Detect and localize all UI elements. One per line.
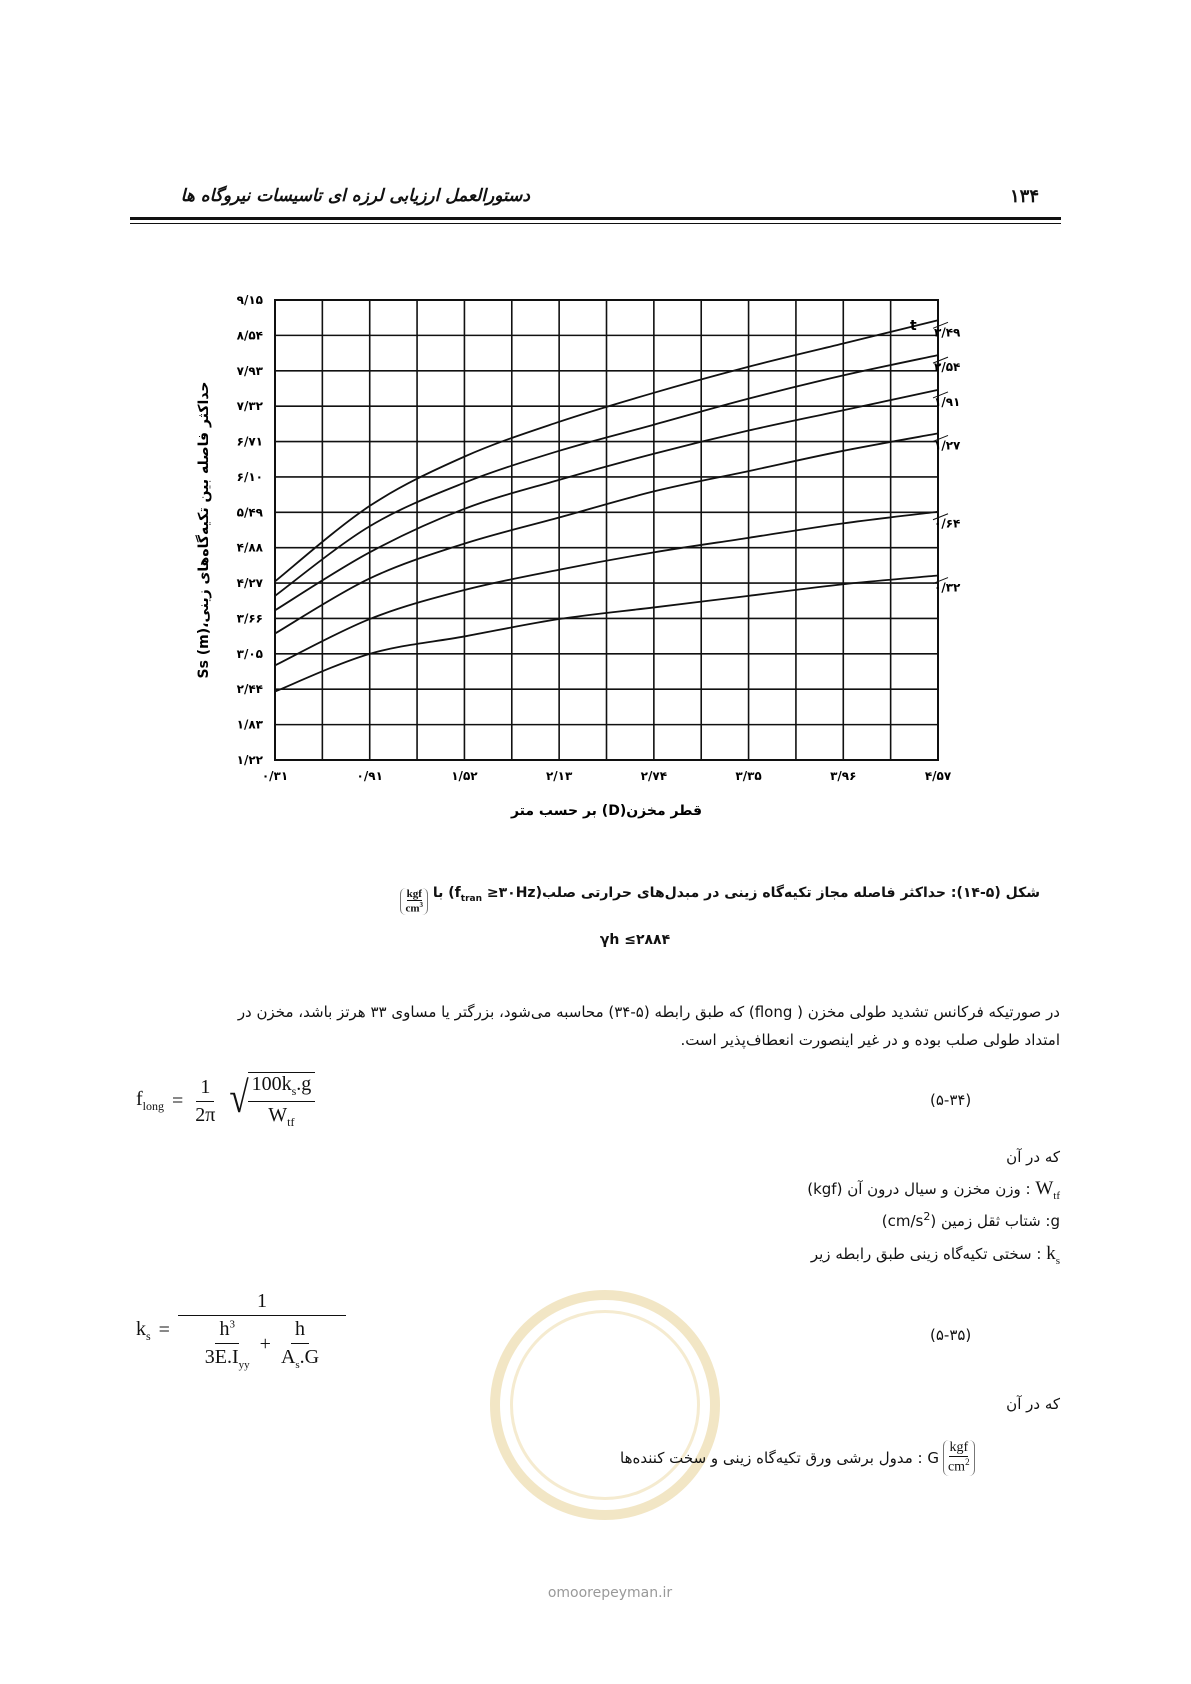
x-tick-label: ۲/۷۴: [640, 769, 668, 783]
figure-caption: [320, 885, 1040, 915]
y-tick-label: ۸/۵۴: [236, 328, 263, 343]
x-tick-label: ۴/۵۷: [924, 769, 952, 783]
x-tick-label: ۰/۳۱: [261, 769, 289, 783]
vars2-g: G : مدول برشی ورق تکیه‌گاه زینی و سخت کننده‌ها $\frac{\text{kgf}}{cm^2}$: [620, 1440, 1060, 1476]
caption-text-a: شکل (۵-۱۴): حداکثر فاصله مجاز تکیه‌گاه زینی در مبدل‌های حرارتی صلب(f: [454, 885, 1040, 901]
legend-title: t: [910, 318, 917, 334]
vars1-g: g: شتاب ثقل زمین $(cm/s^2)$: [881, 1210, 1060, 1230]
caption-sub: tran: [460, 893, 482, 904]
legend-label: ۱/۹۱: [934, 394, 961, 409]
equation-34-label: (۵-۳۴): [930, 1091, 972, 1109]
legend-label: ۱/۲۷: [934, 438, 961, 453]
caption-text-b: ≥۳۰Hz) با: [428, 885, 536, 901]
y-tick-label: ۲/۴۴: [236, 682, 263, 697]
figure-caption-line2: γh ≤۲۸۸۴: [599, 932, 671, 948]
y-tick-label: ۴/۲۷: [236, 576, 263, 591]
legend-label: ۰/۶۴: [934, 516, 961, 531]
header-rule-thick: [130, 217, 1061, 220]
vars2-intro: که در آن: [1006, 1395, 1060, 1413]
vars2-unit: $\frac{\text{kgf}}{cm^2}$: [943, 1440, 975, 1476]
x-tick-label: ۲/۱۳: [545, 769, 573, 783]
x-tick-label: ۱/۵۲: [451, 769, 478, 783]
y-tick-label: ۱/۲۲: [236, 753, 263, 767]
y-tick-label: ۱/۸۳: [236, 717, 263, 732]
header-rule-thin: [130, 223, 1061, 224]
x-tick-label: ۰/۹۱: [356, 769, 383, 783]
vars1-intro: که در آن: [1006, 1148, 1060, 1166]
caption-unit: $\frac{\text{kgf}}{cm^3}$: [400, 888, 428, 915]
support-spacing-chart: [180, 290, 1060, 860]
y-tick-label: ۴/۸۸: [236, 540, 263, 555]
x-tick-label: ۳/۹۶: [830, 769, 857, 783]
equation-35: $k_s$ = 1 $\frac{h^3}{3E.I_{yy}}$ + $\frac{h}{A_s.G}$: [136, 1290, 346, 1371]
chart-ticks: [237, 293, 952, 783]
x-tick-label: ۳/۳۵: [735, 769, 762, 783]
legend-label: ۲/۵۴: [934, 360, 961, 375]
y-tick-label: ۳/۰۵: [236, 646, 263, 661]
chart-grid: [275, 300, 938, 760]
y-tick-label: ۳/۶۶: [236, 611, 263, 626]
y-tick-label: ۶/۱۰: [236, 469, 263, 484]
vars1-ks: $k_s$ : سختی تکیه‌گاه زینی طبق رابطه زیر: [810, 1243, 1060, 1267]
y-tick-label: ۷/۹۳: [236, 363, 263, 378]
legend-label: ۳/۴۹: [934, 325, 961, 340]
watermark-url: omoorepeyman.ir: [547, 1585, 673, 1601]
paragraph-line2: امتداد طولی صلب بوده و در غیر اینصورت انعطاف‌پذیر است.: [680, 1031, 1060, 1049]
y-tick-label: ۶/۷۱: [236, 434, 263, 449]
chart-y-axis-label: حداکثر فاصله بین تکیه‌گاه‌های زینی،Ss (m): [196, 381, 212, 679]
paragraph-line1: در صورتیکه فرکانس تشدید طولی مخزن ( flong) که طبق رابطه (۵-۳۴) محاسبه می‌شود، بزرگتر یا مساوی ۳۳ هرتز باشد، مخزن در: [237, 1003, 1060, 1021]
running-header-title: دستورالعمل ارزیابی لرزه ای تاسیسات نیروگاه ها: [180, 186, 530, 206]
equation-34: $f_{long}$ = $\frac{1}{2\pi}$ √ $\frac{100k_s.g}{W_{tf}}$: [136, 1072, 315, 1130]
equation-35-label: (۵-۳۵): [930, 1326, 972, 1344]
y-tick-label: ۵/۴۹: [236, 505, 263, 520]
y-tick-label: ۹/۱۵: [236, 293, 263, 307]
legend-label: ۰/۳۲: [934, 580, 961, 595]
chart-x-axis-label: قطر مخزن(D) بر حسب متر: [510, 803, 703, 819]
y-tick-label: ۷/۳۲: [236, 399, 263, 414]
vars1-wtf: $W_{tf}$ : وزن مخزن و سیال درون آن (kgf): [807, 1178, 1060, 1202]
page-number: ۱۳۴: [1010, 186, 1040, 207]
